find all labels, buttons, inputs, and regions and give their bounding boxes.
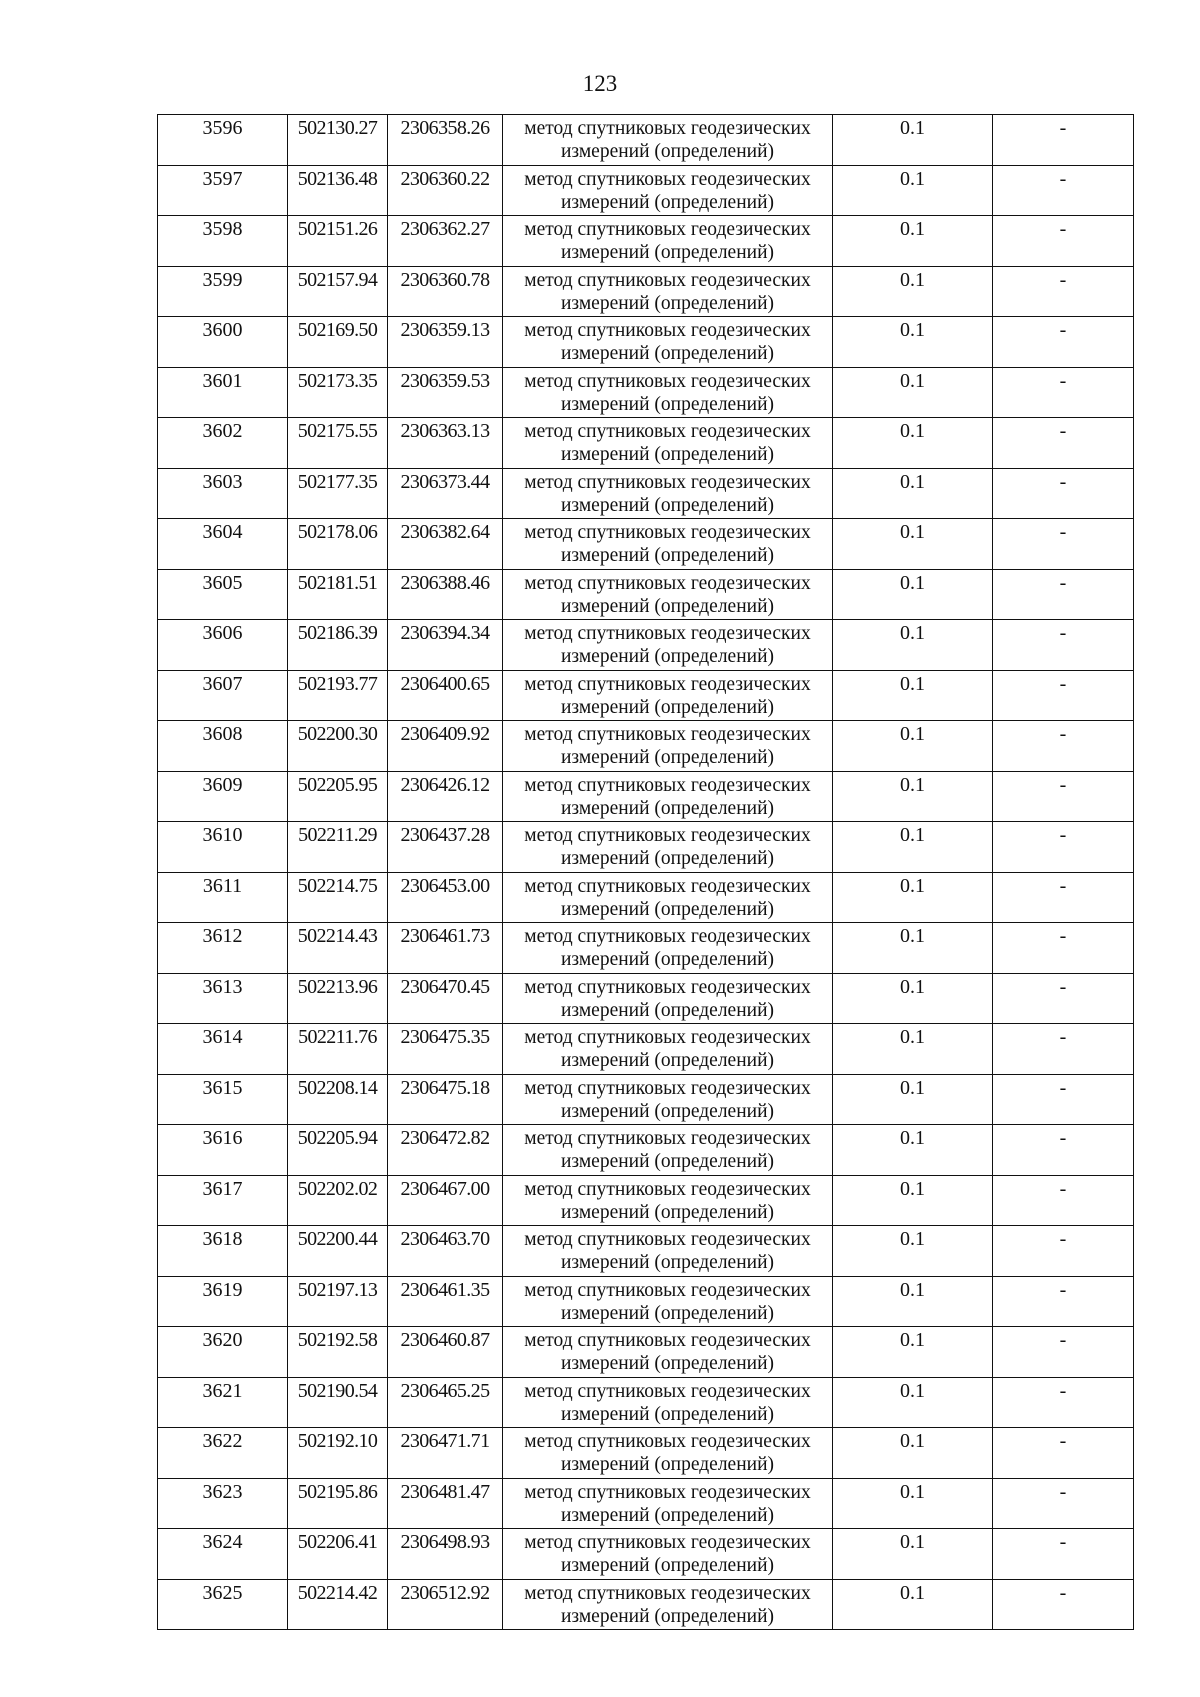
method-line-2: измерений (определений): [560, 1403, 775, 1425]
method-line-1: метод спутниковых геодезических: [524, 673, 811, 695]
description-cell: -: [993, 367, 1134, 418]
method-line-1: метод спутниковых геодезических: [524, 1431, 811, 1452]
point-number-cell: 3622: [158, 1428, 288, 1479]
y-coordinate-cell: 2306362.27: [388, 216, 503, 267]
table-row: [158, 1579, 1134, 1630]
method-cell: [503, 1074, 833, 1125]
x-coordinate-cell: 502190.54: [288, 1377, 388, 1428]
point-number-cell: 3603: [158, 468, 288, 519]
table-row: [158, 1226, 1134, 1277]
method-line-2: измерений (определений): [560, 999, 775, 1021]
accuracy-cell: 0.1: [833, 1478, 993, 1529]
point-number-cell: 3621: [158, 1377, 288, 1428]
table-row: [158, 973, 1134, 1024]
method-cell: [503, 1579, 833, 1630]
method-line-1: метод спутниковых геодезических: [524, 976, 811, 998]
method-cell: [503, 973, 833, 1024]
accuracy-cell: 0.1: [833, 418, 993, 469]
x-coordinate-cell: 502177.35: [288, 468, 388, 519]
description-cell: -: [993, 872, 1134, 923]
method-line-2: измерений (определений): [560, 545, 775, 566]
description-cell: -: [993, 721, 1134, 772]
method-line-1: метод спутниковых геодезических: [524, 1279, 811, 1301]
method-cell: [503, 519, 833, 570]
accuracy-cell: 0.1: [833, 1579, 993, 1630]
point-number-cell: 3605: [158, 569, 288, 620]
y-coordinate-cell: 2306460.87: [388, 1327, 503, 1378]
accuracy-cell: 0.1: [833, 1529, 993, 1580]
accuracy-cell: 0.1: [833, 1074, 993, 1125]
method-line-2: измерений (определений): [560, 494, 775, 516]
method-cell: [503, 1377, 833, 1428]
method-line-2: измерений (определений): [560, 1605, 775, 1627]
table-row: [158, 367, 1134, 418]
method-line-2: измерений (определений): [560, 696, 775, 718]
point-number-cell: 3609: [158, 771, 288, 822]
method-line-1: метод спутниковых геодезических: [524, 320, 811, 341]
y-coordinate-cell: 2306465.25: [388, 1377, 503, 1428]
y-coordinate-cell: 2306461.35: [388, 1276, 503, 1327]
point-number-cell: 3598: [158, 216, 288, 267]
method-cell: [503, 418, 833, 469]
x-coordinate-cell: 502211.29: [288, 822, 388, 873]
x-coordinate-cell: 502192.10: [288, 1428, 388, 1479]
description-cell: -: [993, 165, 1134, 216]
table-row: [158, 822, 1134, 873]
y-coordinate-cell: 2306358.26: [388, 115, 503, 166]
method-cell: [503, 1478, 833, 1529]
table-row: [158, 1024, 1134, 1075]
description-cell: -: [993, 620, 1134, 671]
description-cell: -: [993, 1579, 1134, 1630]
method-line-1: метод спутниковых геодезических: [524, 1178, 811, 1200]
method-line-2: измерений (определений): [560, 1353, 775, 1374]
x-coordinate-cell: 502205.94: [288, 1125, 388, 1176]
method-line-1: метод спутниковых геодезических: [524, 1077, 811, 1099]
table-row: [158, 721, 1134, 772]
y-coordinate-cell: 2306475.35: [388, 1024, 503, 1075]
method-cell: [503, 266, 833, 317]
table-row: [158, 1529, 1134, 1580]
table-row: [158, 115, 1134, 166]
method-line-1: метод спутниковых геодезических: [524, 1532, 811, 1553]
accuracy-cell: 0.1: [833, 620, 993, 671]
description-cell: -: [993, 1226, 1134, 1277]
point-number-cell: 3608: [158, 721, 288, 772]
y-coordinate-cell: 2306359.53: [388, 367, 503, 418]
method-line-2: измерений (определений): [560, 191, 775, 213]
point-number-cell: 3613: [158, 973, 288, 1024]
method-cell: [503, 1125, 833, 1176]
accuracy-cell: 0.1: [833, 468, 993, 519]
method-cell: [503, 872, 833, 923]
table-row: [158, 1327, 1134, 1378]
point-number-cell: 3618: [158, 1226, 288, 1277]
x-coordinate-cell: 502186.39: [288, 620, 388, 671]
method-cell: [503, 165, 833, 216]
description-cell: -: [993, 1478, 1134, 1529]
point-number-cell: 3596: [158, 115, 288, 166]
description-cell: -: [993, 923, 1134, 974]
y-coordinate-cell: 2306467.00: [388, 1175, 503, 1226]
method-line-1: метод спутниковых геодезических: [524, 1481, 811, 1503]
x-coordinate-cell: 502197.13: [288, 1276, 388, 1327]
method-cell: [503, 468, 833, 519]
accuracy-cell: 0.1: [833, 1276, 993, 1327]
table-row: [158, 872, 1134, 923]
description-cell: -: [993, 1276, 1134, 1327]
accuracy-cell: 0.1: [833, 1327, 993, 1378]
description-cell: -: [993, 468, 1134, 519]
method-cell: [503, 1428, 833, 1479]
y-coordinate-cell: 2306360.78: [388, 266, 503, 317]
accuracy-cell: 0.1: [833, 923, 993, 974]
method-line-2: измерений (определений): [560, 292, 775, 314]
method-cell: [503, 1276, 833, 1327]
method-cell: [503, 620, 833, 671]
description-cell: -: [993, 822, 1134, 873]
y-coordinate-cell: 2306359.13: [388, 317, 503, 368]
method-line-2: измерений (определений): [560, 242, 775, 263]
table-row: [158, 519, 1134, 570]
method-cell: [503, 721, 833, 772]
y-coordinate-cell: 2306481.47: [388, 1478, 503, 1529]
x-coordinate-cell: 502169.50: [288, 317, 388, 368]
point-number-cell: 3604: [158, 519, 288, 570]
point-number-cell: 3625: [158, 1579, 288, 1630]
description-cell: -: [993, 1377, 1134, 1428]
point-number-cell: 3597: [158, 165, 288, 216]
method-line-1: метод спутниковых геодезических: [524, 370, 811, 392]
x-coordinate-cell: 502213.96: [288, 973, 388, 1024]
method-cell: [503, 216, 833, 267]
method-line-1: метод спутниковых геодезических: [524, 623, 811, 644]
y-coordinate-cell: 2306498.93: [388, 1529, 503, 1580]
description-cell: -: [993, 973, 1134, 1024]
method-line-1: метод спутниковых геодезических: [524, 269, 811, 291]
accuracy-cell: 0.1: [833, 519, 993, 570]
method-line-2: измерений (определений): [560, 444, 775, 465]
table-row: [158, 317, 1134, 368]
method-line-1: метод спутниковых геодезических: [524, 774, 811, 796]
method-line-2: измерений (определений): [560, 595, 775, 617]
table-row: [158, 1175, 1134, 1226]
y-coordinate-cell: 2306394.34: [388, 620, 503, 671]
y-coordinate-cell: 2306373.44: [388, 468, 503, 519]
point-number-cell: 3611: [158, 872, 288, 923]
accuracy-cell: 0.1: [833, 721, 993, 772]
method-line-2: измерений (определений): [560, 1100, 775, 1122]
x-coordinate-cell: 502178.06: [288, 519, 388, 570]
method-line-2: измерений (определений): [560, 898, 775, 920]
y-coordinate-cell: 2306400.65: [388, 670, 503, 721]
method-cell: [503, 771, 833, 822]
accuracy-cell: 0.1: [833, 1024, 993, 1075]
x-coordinate-cell: 502192.58: [288, 1327, 388, 1378]
table-row: [158, 569, 1134, 620]
y-coordinate-cell: 2306475.18: [388, 1074, 503, 1125]
accuracy-cell: 0.1: [833, 317, 993, 368]
method-line-1: метод спутниковых геодезических: [524, 926, 811, 947]
method-line-1: метод спутниковых геодезических: [524, 1027, 811, 1048]
table-row: [158, 1428, 1134, 1479]
method-line-1: метод спутниковых геодезических: [524, 875, 811, 897]
x-coordinate-cell: 502214.42: [288, 1579, 388, 1630]
method-line-2: измерений (определений): [560, 393, 775, 415]
method-line-1: метод спутниковых геодезических: [524, 1128, 811, 1149]
method-line-1: метод спутниковых геодезических: [524, 118, 811, 139]
point-number-cell: 3606: [158, 620, 288, 671]
point-number-cell: 3619: [158, 1276, 288, 1327]
table-row: [158, 1276, 1134, 1327]
table-row: [158, 266, 1134, 317]
method-cell: [503, 923, 833, 974]
point-number-cell: 3602: [158, 418, 288, 469]
x-coordinate-cell: 502214.43: [288, 923, 388, 974]
accuracy-cell: 0.1: [833, 1377, 993, 1428]
y-coordinate-cell: 2306363.13: [388, 418, 503, 469]
accuracy-cell: 0.1: [833, 569, 993, 620]
method-line-2: измерений (определений): [560, 646, 775, 667]
method-line-2: измерений (определений): [560, 141, 775, 162]
description-cell: -: [993, 1428, 1134, 1479]
method-cell: [503, 569, 833, 620]
y-coordinate-cell: 2306360.22: [388, 165, 503, 216]
x-coordinate-cell: 502208.14: [288, 1074, 388, 1125]
y-coordinate-cell: 2306461.73: [388, 923, 503, 974]
y-coordinate-cell: 2306426.12: [388, 771, 503, 822]
x-coordinate-cell: 502206.41: [288, 1529, 388, 1580]
point-number-cell: 3620: [158, 1327, 288, 1378]
method-line-2: измерений (определений): [560, 343, 775, 364]
method-line-2: измерений (определений): [560, 949, 775, 970]
accuracy-cell: 0.1: [833, 367, 993, 418]
y-coordinate-cell: 2306409.92: [388, 721, 503, 772]
method-cell: [503, 1529, 833, 1580]
method-cell: [503, 1327, 833, 1378]
x-coordinate-cell: 502157.94: [288, 266, 388, 317]
description-cell: -: [993, 771, 1134, 822]
method-line-2: измерений (определений): [560, 1504, 775, 1526]
table-row: [158, 620, 1134, 671]
accuracy-cell: 0.1: [833, 872, 993, 923]
point-number-cell: 3616: [158, 1125, 288, 1176]
description-cell: -: [993, 317, 1134, 368]
point-number-cell: 3624: [158, 1529, 288, 1580]
x-coordinate-cell: 502214.75: [288, 872, 388, 923]
table-row: [158, 670, 1134, 721]
method-line-2: измерений (определений): [560, 1201, 775, 1223]
coordinates-table: [157, 114, 1134, 1630]
point-number-cell: 3601: [158, 367, 288, 418]
description-cell: -: [993, 266, 1134, 317]
point-number-cell: 3607: [158, 670, 288, 721]
description-cell: -: [993, 115, 1134, 166]
method-line-1: метод спутниковых геодезических: [524, 1330, 811, 1351]
method-line-2: измерений (определений): [560, 1555, 775, 1576]
table-row: [158, 771, 1134, 822]
point-number-cell: 3612: [158, 923, 288, 974]
y-coordinate-cell: 2306470.45: [388, 973, 503, 1024]
method-cell: [503, 1175, 833, 1226]
y-coordinate-cell: 2306471.71: [388, 1428, 503, 1479]
x-coordinate-cell: 502200.30: [288, 721, 388, 772]
method-line-1: метод спутниковых геодезических: [524, 724, 811, 745]
method-line-1: метод спутниковых геодезических: [524, 522, 811, 543]
description-cell: -: [993, 1074, 1134, 1125]
description-cell: -: [993, 1024, 1134, 1075]
point-number-cell: 3599: [158, 266, 288, 317]
method-cell: [503, 367, 833, 418]
x-coordinate-cell: 502136.48: [288, 165, 388, 216]
description-cell: -: [993, 216, 1134, 267]
x-coordinate-cell: 502130.27: [288, 115, 388, 166]
method-cell: [503, 115, 833, 166]
method-line-2: измерений (определений): [560, 747, 775, 768]
description-cell: -: [993, 1125, 1134, 1176]
method-line-1: метод спутниковых геодезических: [524, 1380, 811, 1402]
x-coordinate-cell: 502181.51: [288, 569, 388, 620]
description-cell: -: [993, 519, 1134, 570]
method-line-1: метод спутниковых геодезических: [524, 219, 811, 240]
table-row: [158, 468, 1134, 519]
x-coordinate-cell: 502211.76: [288, 1024, 388, 1075]
coordinates-table-body: [158, 115, 1134, 1630]
accuracy-cell: 0.1: [833, 216, 993, 267]
method-line-1: метод спутниковых геодезических: [524, 825, 811, 846]
method-line-2: измерений (определений): [560, 1302, 775, 1324]
y-coordinate-cell: 2306512.92: [388, 1579, 503, 1630]
x-coordinate-cell: 502200.44: [288, 1226, 388, 1277]
table-row: [158, 1125, 1134, 1176]
table-row: [158, 216, 1134, 267]
y-coordinate-cell: 2306472.82: [388, 1125, 503, 1176]
method-line-1: метод спутниковых геодезических: [524, 572, 811, 594]
x-coordinate-cell: 502151.26: [288, 216, 388, 267]
method-line-2: измерений (определений): [560, 1252, 775, 1273]
accuracy-cell: 0.1: [833, 822, 993, 873]
method-cell: [503, 822, 833, 873]
method-line-1: метод спутниковых геодезических: [524, 471, 811, 493]
x-coordinate-cell: 502173.35: [288, 367, 388, 418]
description-cell: -: [993, 1529, 1134, 1580]
y-coordinate-cell: 2306382.64: [388, 519, 503, 570]
method-cell: [503, 1226, 833, 1277]
y-coordinate-cell: 2306453.00: [388, 872, 503, 923]
method-cell: [503, 317, 833, 368]
description-cell: -: [993, 670, 1134, 721]
point-number-cell: 3600: [158, 317, 288, 368]
accuracy-cell: 0.1: [833, 1175, 993, 1226]
y-coordinate-cell: 2306463.70: [388, 1226, 503, 1277]
method-line-2: измерений (определений): [560, 1151, 775, 1172]
accuracy-cell: 0.1: [833, 1428, 993, 1479]
method-line-2: измерений (определений): [560, 1050, 775, 1071]
table-row: [158, 1074, 1134, 1125]
method-cell: [503, 1024, 833, 1075]
x-coordinate-cell: 502193.77: [288, 670, 388, 721]
y-coordinate-cell: 2306437.28: [388, 822, 503, 873]
table-row: [158, 165, 1134, 216]
point-number-cell: 3623: [158, 1478, 288, 1529]
table-row: [158, 418, 1134, 469]
method-line-1: метод спутниковых геодезических: [524, 1229, 811, 1250]
accuracy-cell: 0.1: [833, 266, 993, 317]
description-cell: -: [993, 569, 1134, 620]
accuracy-cell: 0.1: [833, 670, 993, 721]
y-coordinate-cell: 2306388.46: [388, 569, 503, 620]
method-line-2: измерений (определений): [560, 1454, 775, 1475]
description-cell: -: [993, 418, 1134, 469]
method-line-2: измерений (определений): [560, 848, 775, 869]
accuracy-cell: 0.1: [833, 115, 993, 166]
x-coordinate-cell: 502195.86: [288, 1478, 388, 1529]
point-number-cell: 3617: [158, 1175, 288, 1226]
x-coordinate-cell: 502175.55: [288, 418, 388, 469]
method-line-1: метод спутниковых геодезических: [524, 1582, 811, 1604]
accuracy-cell: 0.1: [833, 165, 993, 216]
point-number-cell: 3615: [158, 1074, 288, 1125]
page-number: 123: [582, 71, 618, 96]
x-coordinate-cell: 502205.95: [288, 771, 388, 822]
accuracy-cell: 0.1: [833, 1125, 993, 1176]
accuracy-cell: 0.1: [833, 771, 993, 822]
accuracy-cell: 0.1: [833, 1226, 993, 1277]
method-line-1: метод спутниковых геодезических: [524, 421, 811, 442]
point-number-cell: 3614: [158, 1024, 288, 1075]
method-line-1: метод спутниковых геодезических: [524, 168, 811, 190]
point-number-cell: 3610: [158, 822, 288, 873]
accuracy-cell: 0.1: [833, 973, 993, 1024]
table-row: [158, 1377, 1134, 1428]
method-cell: [503, 670, 833, 721]
method-line-2: измерений (определений): [560, 797, 775, 819]
table-row: [158, 923, 1134, 974]
description-cell: -: [993, 1175, 1134, 1226]
x-coordinate-cell: 502202.02: [288, 1175, 388, 1226]
table-row: [158, 1478, 1134, 1529]
description-cell: -: [993, 1327, 1134, 1378]
